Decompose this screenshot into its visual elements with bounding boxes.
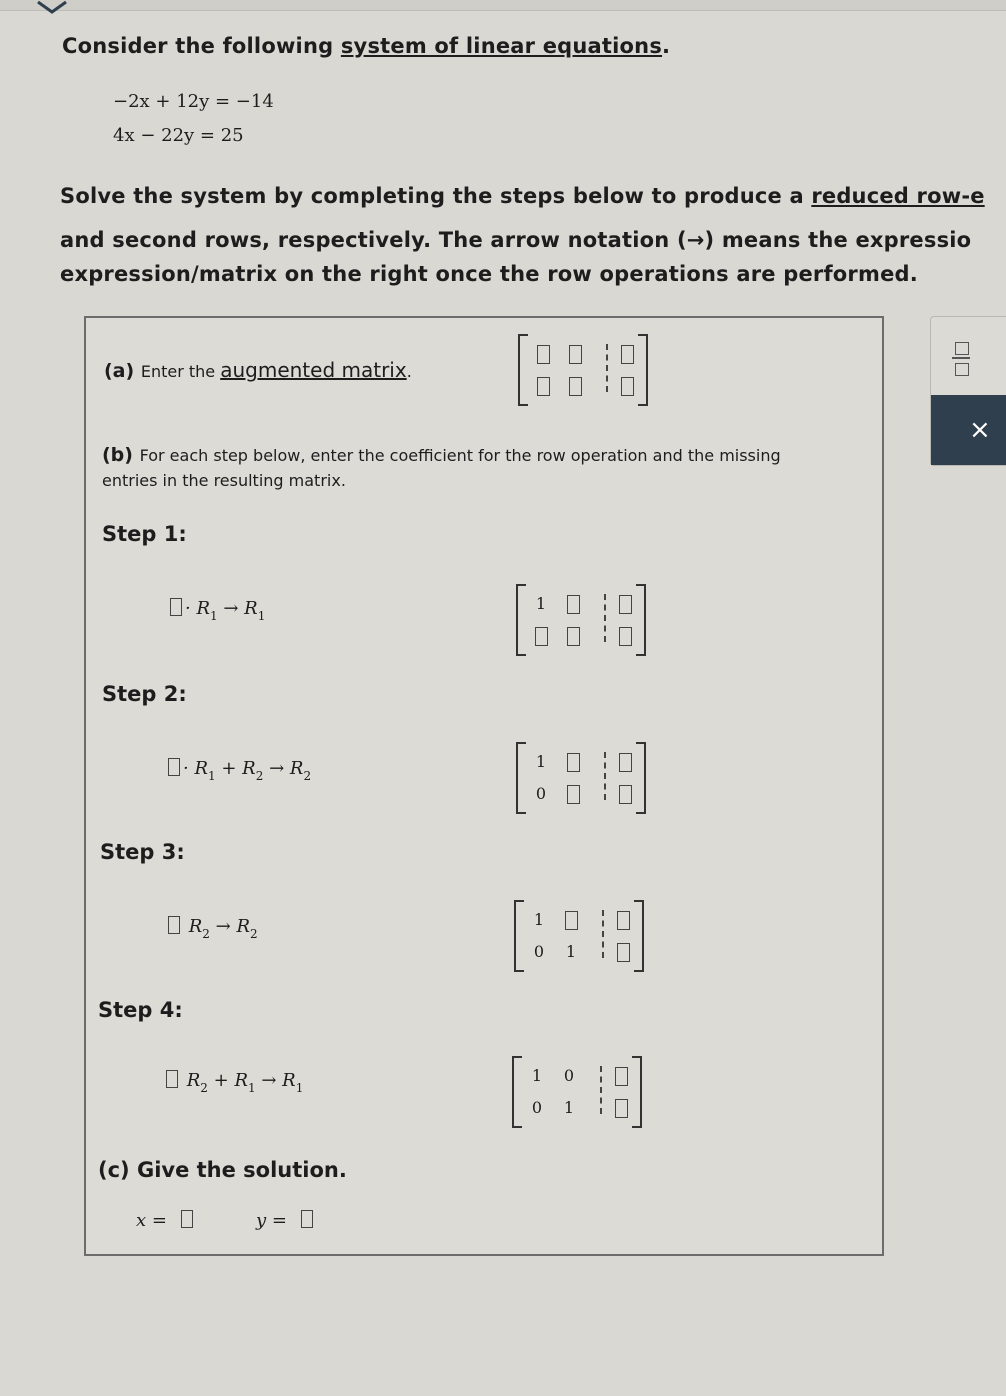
matrix-2-entry: 1 [535, 752, 547, 771]
part-b-prompt-2: entries in the resulting matrix. [102, 471, 346, 490]
step-3-operation: $R_2 \to R_2$ [168, 916, 258, 937]
part-a-label: (a) Enter the augmented matrix. [104, 358, 412, 382]
matrix-step-4 [512, 1056, 642, 1126]
matrix-a-input-r2c3[interactable] [621, 377, 634, 396]
matrix-a-input-r2c1[interactable] [537, 377, 550, 396]
matrix-step-2 [516, 742, 646, 812]
equation-2: 4x − 22y = 25 [113, 125, 244, 146]
intro-line-1: Consider the following system of linear equations. [62, 34, 671, 58]
tools-panel [930, 316, 1006, 466]
matrix-4-input-r2c3[interactable] [615, 1099, 628, 1118]
answer-panel [84, 316, 884, 1256]
intro-line-3: and second rows, respectively. The arrow notation (→) means the expressio [60, 228, 972, 252]
step-4-coefficient-input[interactable] [166, 1070, 178, 1088]
step-2-title: Step 2: [102, 682, 187, 706]
close-icon[interactable]: × [931, 395, 1006, 465]
y-input[interactable] [301, 1210, 313, 1228]
augmented-matrix-link[interactable]: augmented matrix [220, 358, 407, 382]
matrix-3-input-r1c2[interactable] [565, 911, 578, 930]
matrix-3-entry: 1 [533, 910, 545, 929]
step-3-title: Step 3: [100, 840, 185, 864]
top-bar [0, 0, 1006, 11]
part-c-label: (c) Give the solution. [98, 1158, 347, 1182]
step-1-coefficient-input[interactable] [170, 598, 182, 616]
matrix-step-3 [514, 900, 644, 970]
equation-1: −2x + 12y = −14 [113, 91, 274, 112]
matrix-a-input-r1c3[interactable] [621, 345, 634, 364]
matrix-4-entry: 1 [563, 1098, 575, 1117]
step-4-title: Step 4: [98, 998, 183, 1022]
matrix-4-entry: 0 [563, 1066, 575, 1085]
matrix-3-input-r1c3[interactable] [617, 911, 630, 930]
matrix-a-input-r1c1[interactable] [537, 345, 550, 364]
matrix-1-input-r1c3[interactable] [619, 595, 632, 614]
intro-line-4: expression/matrix on the right once the row operations are performed. [60, 262, 918, 286]
solution-y: y = [256, 1210, 316, 1231]
step-1-title: Step 1: [102, 522, 187, 546]
matrix-1-input-r2c2[interactable] [567, 627, 580, 646]
matrix-2-input-r1c3[interactable] [619, 753, 632, 772]
matrix-2-input-r2c2[interactable] [567, 785, 580, 804]
matrix-1-entry: 1 [535, 594, 547, 613]
matrix-4-entry: 1 [531, 1066, 543, 1085]
matrix-2-input-r1c2[interactable] [567, 753, 580, 772]
matrix-2-input-r2c3[interactable] [619, 785, 632, 804]
matrix-part-a [518, 334, 648, 404]
chevron-down-icon[interactable] [34, 0, 74, 16]
step-3-coefficient-input[interactable] [168, 916, 180, 934]
matrix-3-entry: 1 [565, 942, 577, 961]
fraction-icon[interactable] [949, 337, 975, 377]
matrix-1-input-r2c3[interactable] [619, 627, 632, 646]
intro-line-2: Solve the system by completing the steps below to produce a reduced row-e [60, 184, 985, 208]
step-2-coefficient-input[interactable] [168, 758, 180, 776]
matrix-3-input-r2c3[interactable] [617, 943, 630, 962]
solution-x: x = [136, 1210, 196, 1231]
system-link[interactable]: system of linear equations [340, 34, 663, 58]
matrix-4-entry: 0 [531, 1098, 543, 1117]
matrix-step-1 [516, 584, 646, 654]
part-b-label: (b) For each step below, enter the coefficient for the row operation and the missing [102, 444, 781, 466]
matrix-1-input-r1c2[interactable] [567, 595, 580, 614]
x-input[interactable] [181, 1210, 193, 1228]
matrix-a-input-r2c2[interactable] [569, 377, 582, 396]
step-4-operation: $R_2 + R_1 \to R_1$ [166, 1070, 303, 1091]
matrix-1-input-r2c1[interactable] [535, 627, 548, 646]
step-2-operation: · $R_1 + R_2 \to R_2$ [168, 758, 311, 779]
rref-link[interactable]: reduced row-e [811, 184, 985, 208]
step-1-operation: · $R_1 \to R_1$ [170, 598, 265, 619]
matrix-4-input-r1c3[interactable] [615, 1067, 628, 1086]
matrix-a-input-r1c2[interactable] [569, 345, 582, 364]
matrix-3-entry: 0 [533, 942, 545, 961]
matrix-2-entry: 0 [535, 784, 547, 803]
